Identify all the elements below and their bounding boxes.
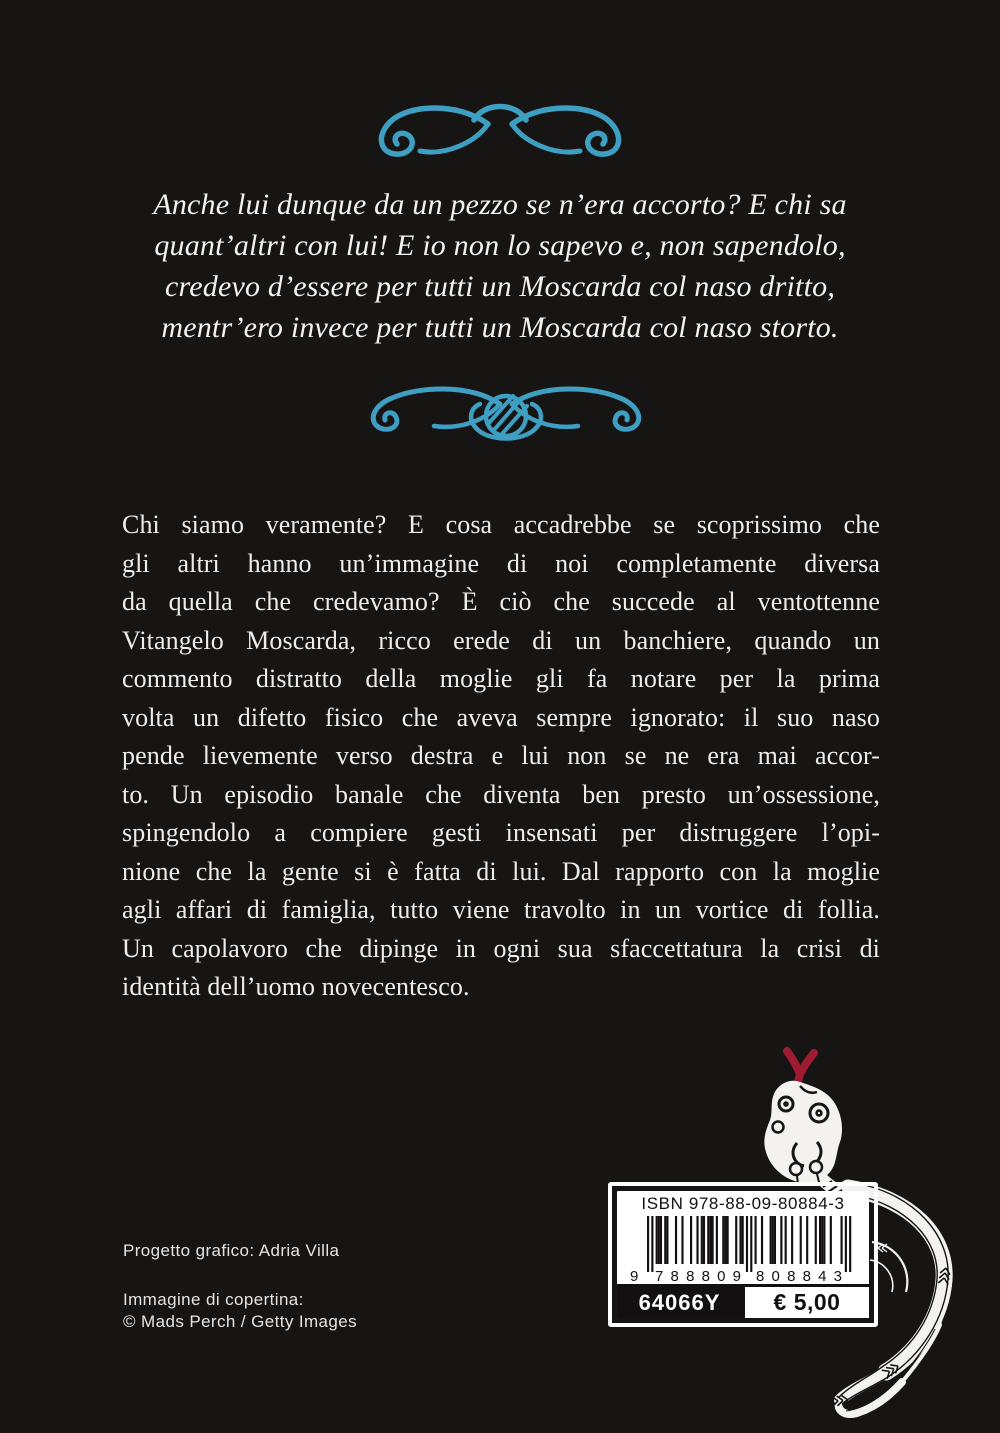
synopsis-line: to. Un episodio banale che diventa ben presto un’ossessione, bbox=[122, 779, 880, 809]
synopsis-line: da quella che credevamo? È ciò che succede al ventottenne bbox=[122, 587, 880, 616]
design-credit: Progetto grafico: Adria Villa bbox=[123, 1241, 340, 1260]
flourish-top-icon bbox=[356, 94, 644, 164]
synopsis-line: commento distratto della moglie gli fa notare per la prima bbox=[122, 664, 880, 693]
quote-line: quant’altri con lui! E io non lo sapevo e, non sapendolo, bbox=[154, 229, 846, 262]
synopsis-line: identità dell’uomo novecentesco. bbox=[122, 972, 470, 1001]
synopsis-line: pende lievemente verso destra e lui non se ne era mai accor- bbox=[122, 741, 880, 770]
synopsis-line: Vitangelo Moscarda, ricco erede di un banchiere, quando un bbox=[122, 625, 880, 655]
svg-text:808843: 808843 bbox=[756, 1268, 842, 1283]
synopsis-line: Un capolavoro che dipinge in ogni sua sfaccettatura la crisi di bbox=[122, 933, 880, 963]
quote-text bbox=[0, 184, 1000, 348]
isbn-label-inner bbox=[617, 1191, 869, 1318]
cover-credit: © Mads Perch / Getty Images bbox=[123, 1312, 358, 1331]
svg-text:9: 9 bbox=[630, 1268, 639, 1283]
synopsis-text bbox=[122, 506, 880, 1007]
synopsis-line: Chi siamo veramente? E cosa accadrebbe se scoprissimo che bbox=[122, 510, 880, 539]
flourish-bottom-icon bbox=[358, 378, 654, 448]
price-row bbox=[617, 1284, 869, 1318]
synopsis-line: nione che la gente si è fatta di lui. Dal rapporto con la moglie bbox=[122, 856, 880, 886]
synopsis-line: agli affari di famiglia, tutto viene travolto in un vortice di follia. bbox=[122, 895, 880, 924]
quote-line: mentr’ero invece per tutti un Moscarda col naso storto. bbox=[161, 311, 839, 344]
synopsis-line: gli altri hanno un’immagine di noi completamente diversa bbox=[122, 548, 880, 578]
quote-line: credevo d’essere per tutti un Moscarda col naso dritto, bbox=[164, 270, 836, 303]
price: € 5,00 bbox=[742, 1287, 869, 1318]
svg-text:788809: 788809 bbox=[655, 1268, 741, 1283]
isbn-price-label bbox=[608, 1182, 878, 1327]
cover-credit-label: Immagine di copertina: bbox=[123, 1290, 304, 1309]
isbn-text: ISBN 978-88-09-80884-3 bbox=[641, 1194, 845, 1213]
credits bbox=[123, 1240, 357, 1333]
quote-line: Anche lui dunque da un pezzo se n’era accorto? E chi sa bbox=[153, 188, 847, 221]
ean13-barcode bbox=[617, 1215, 869, 1283]
synopsis-line: spingendolo a compiere gesti insensati per distruggere l’opi- bbox=[122, 818, 880, 847]
edition-code: 64066Y bbox=[617, 1287, 742, 1318]
synopsis-line: volta un difetto fisico che aveva sempre ignorato: il suo naso bbox=[122, 702, 880, 732]
